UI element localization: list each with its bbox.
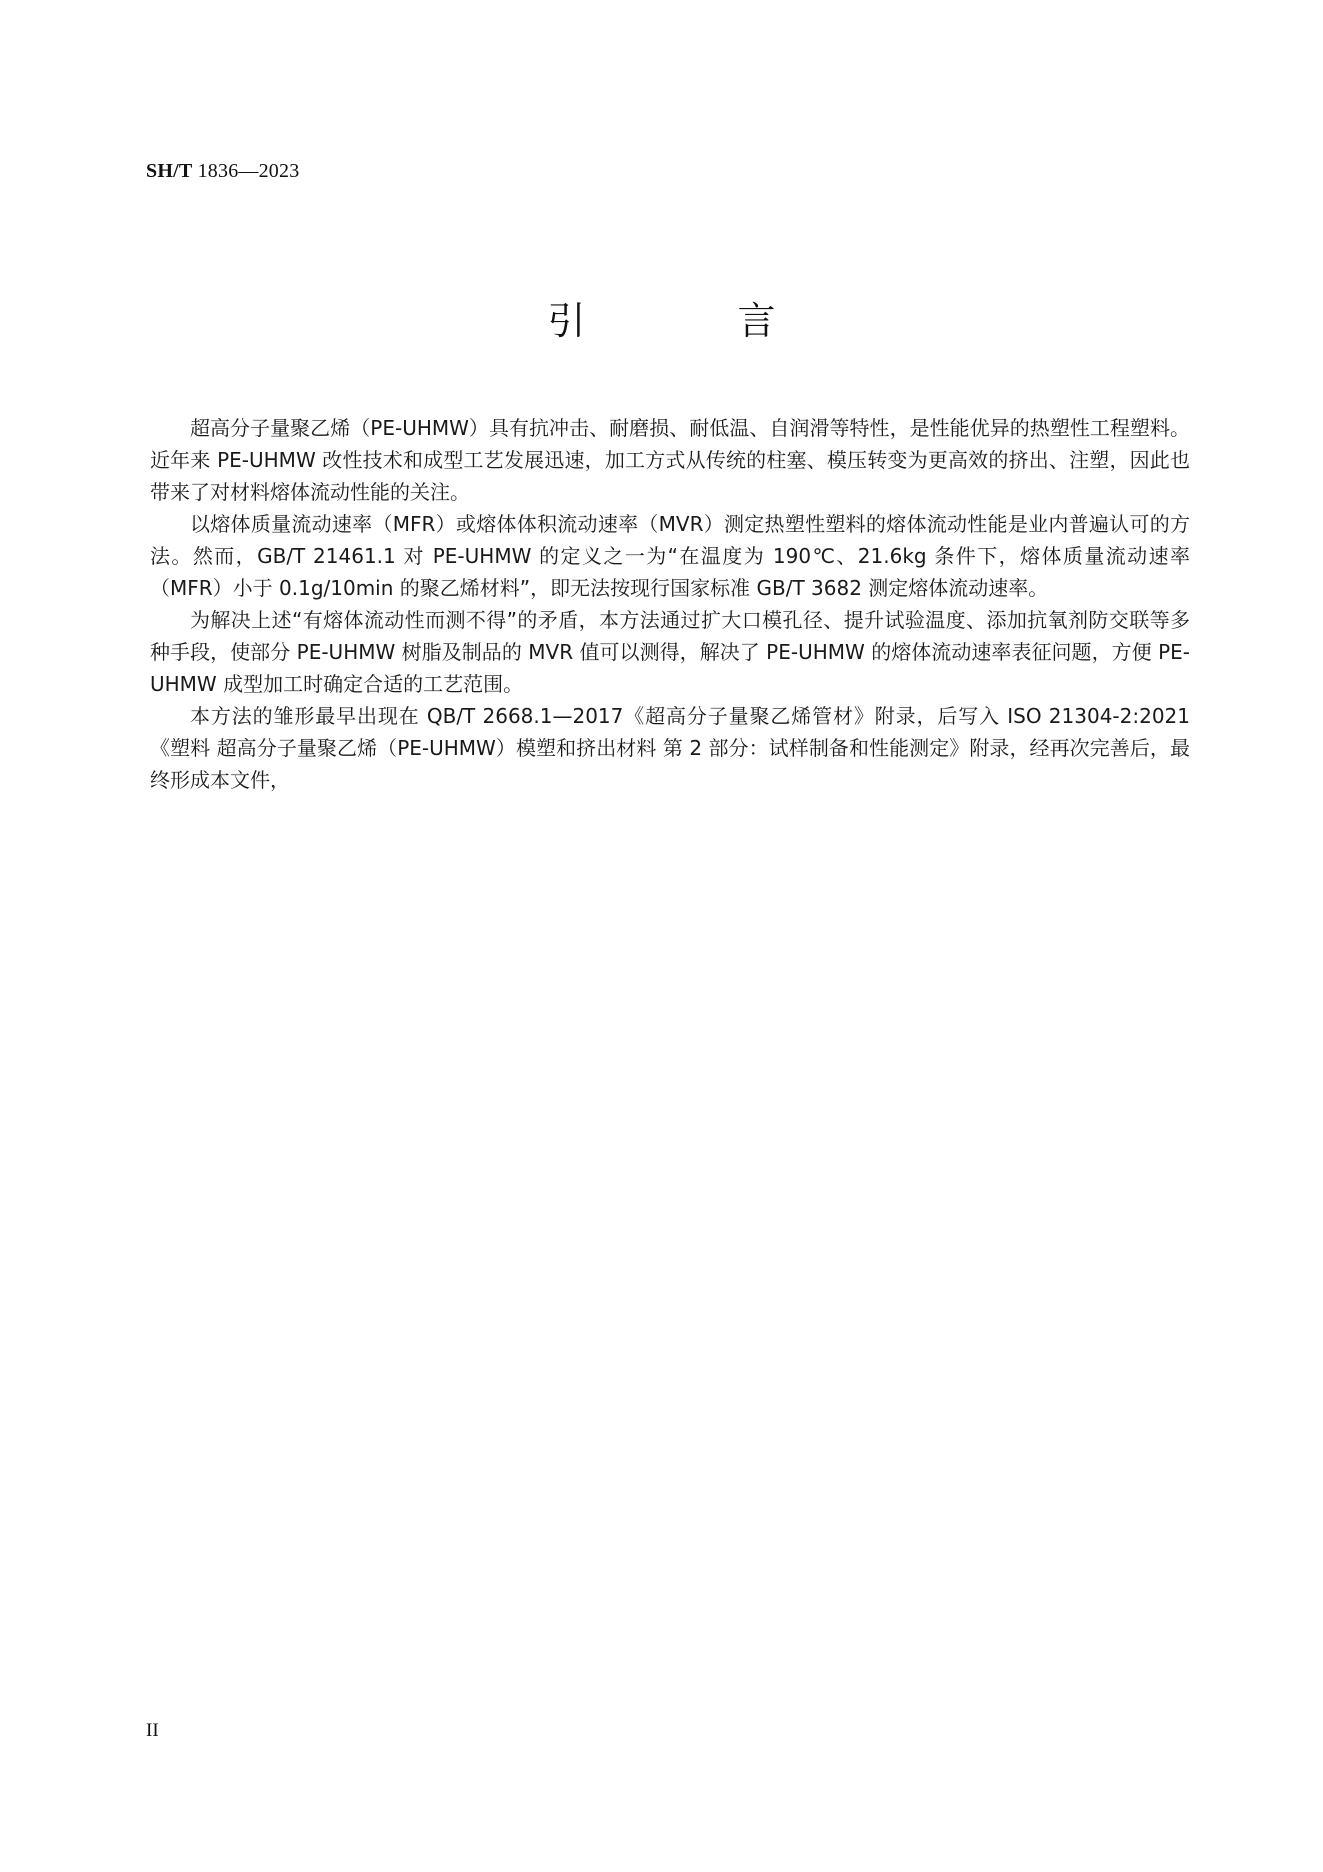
paragraph: 本方法的雏形最早出现在 QB/T 2668.1—2017《超高分子量聚乙烯管材》附录，后写入 ISO 21304-2:2021《塑料 超高分子量聚乙烯（PE-UHMW）模塑和挤出材料 第 2 部分：试样制备和性能测定》附录，经再次完善后，最终形成本文件， bbox=[150, 704, 1190, 792]
paragraph: 超高分子量聚乙烯（PE-UHMW）具有抗冲击、耐磨损、耐低温、自润滑等特性，是性能优异的热塑性工程塑料。近年来 PE-UHMW 改性技术和成型工艺发展迅速，加工方式从传统的柱塞、模压转变为更高效的挤出、注塑，因此也带来了对材料熔体流动性能的关注。 bbox=[150, 416, 1190, 504]
page-number: II bbox=[146, 1720, 159, 1741]
paragraph: 为解决上述“有熔体流动性而测不得”的矛盾，本方法通过扩大口模孔径、提升试验温度、添加抗氧剂防交联等多种手段，使部分 PE-UHMW 树脂及制品的 MVR 值可以测得，解决了 PE-UHMW 的熔体流动速率表征问题，方便 PE-UHMW 成型加工时确定合适的工艺范围。 bbox=[150, 608, 1190, 696]
paragraph: 以熔体质量流动速率（MFR）或熔体体积流动速率（MVR）测定热塑性塑料的熔体流动性能是业内普遍认可的方法。然而，GB/T 21461.1 对 PE-UHMW 的定义之一为“在温度为 190℃、21.6kg 条件下，熔体质量流动速率（MFR）小于 0.1g/10min 的聚乙烯材料”，即无法按现行国家标准 GB/T 3682 测定熔体流动速率。 bbox=[150, 512, 1190, 600]
standard-code-number: 1836—2023 bbox=[197, 160, 300, 182]
standard-code bbox=[146, 160, 299, 183]
body-text bbox=[150, 412, 1190, 796]
page-title: 引 言 bbox=[547, 299, 846, 343]
standard-code-prefix: SH/T bbox=[146, 160, 193, 182]
